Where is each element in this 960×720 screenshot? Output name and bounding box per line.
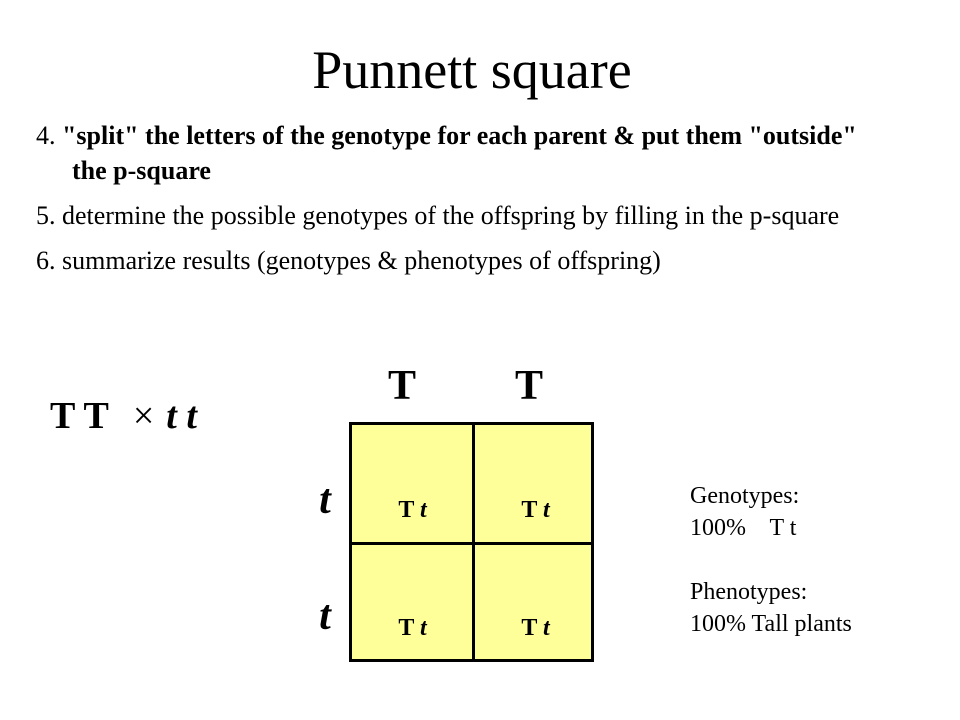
genotypes-label: Genotypes: — [690, 483, 800, 509]
offspring-genotype — [352, 613, 473, 643]
recessive-allele: t — [419, 497, 427, 523]
phenotypes-label: Phenotypes: — [690, 579, 808, 605]
step-number: 4. — [36, 121, 56, 150]
dominant-allele: T — [521, 615, 537, 641]
top-allele-2: T — [514, 363, 543, 409]
slide-title: Punnett square — [312, 40, 632, 100]
phenotypes-value: 100% Tall plants — [690, 611, 852, 637]
top-allele-1: T — [387, 363, 416, 409]
step-item — [36, 243, 896, 278]
step-item — [36, 198, 896, 233]
punnett-cell — [352, 425, 473, 542]
step-text: summarize results (genotypes & phenotypes of offspring) — [62, 246, 661, 275]
step-item — [36, 118, 896, 188]
step-text: determine the possible genotypes of the offspring by filling in the p-square — [62, 201, 840, 230]
offspring-genotype — [352, 495, 473, 525]
step-text: "split" the letters of the genotype for each parent & put them "outside" the p-square — [62, 121, 857, 185]
parent1-genotype: T T — [50, 395, 109, 437]
step-number: 6. — [36, 246, 56, 275]
step-number: 5. — [36, 201, 56, 230]
grid-divider-horizontal — [352, 542, 591, 545]
parent2-genotype: t t — [166, 395, 197, 437]
side-allele-1: t — [319, 477, 331, 523]
offspring-genotype — [475, 613, 596, 643]
dominant-allele: T — [398, 497, 414, 523]
punnett-square — [349, 422, 594, 662]
dominant-allele: T — [398, 615, 414, 641]
steps-list — [36, 118, 896, 288]
recessive-allele: t — [542, 615, 550, 641]
side-allele-2: t — [319, 593, 331, 639]
punnett-cell — [475, 545, 596, 662]
punnett-cell — [352, 545, 473, 662]
genotypes-value: 100% T t — [690, 515, 797, 541]
offspring-genotype — [475, 495, 596, 525]
dominant-allele: T — [521, 497, 537, 523]
punnett-cell — [475, 425, 596, 542]
recessive-allele: t — [542, 497, 550, 523]
recessive-allele: t — [419, 615, 427, 641]
summary-spacer — [690, 544, 852, 576]
cross-symbol: × — [132, 395, 155, 437]
results-summary — [690, 480, 852, 640]
parental-cross — [50, 392, 197, 440]
